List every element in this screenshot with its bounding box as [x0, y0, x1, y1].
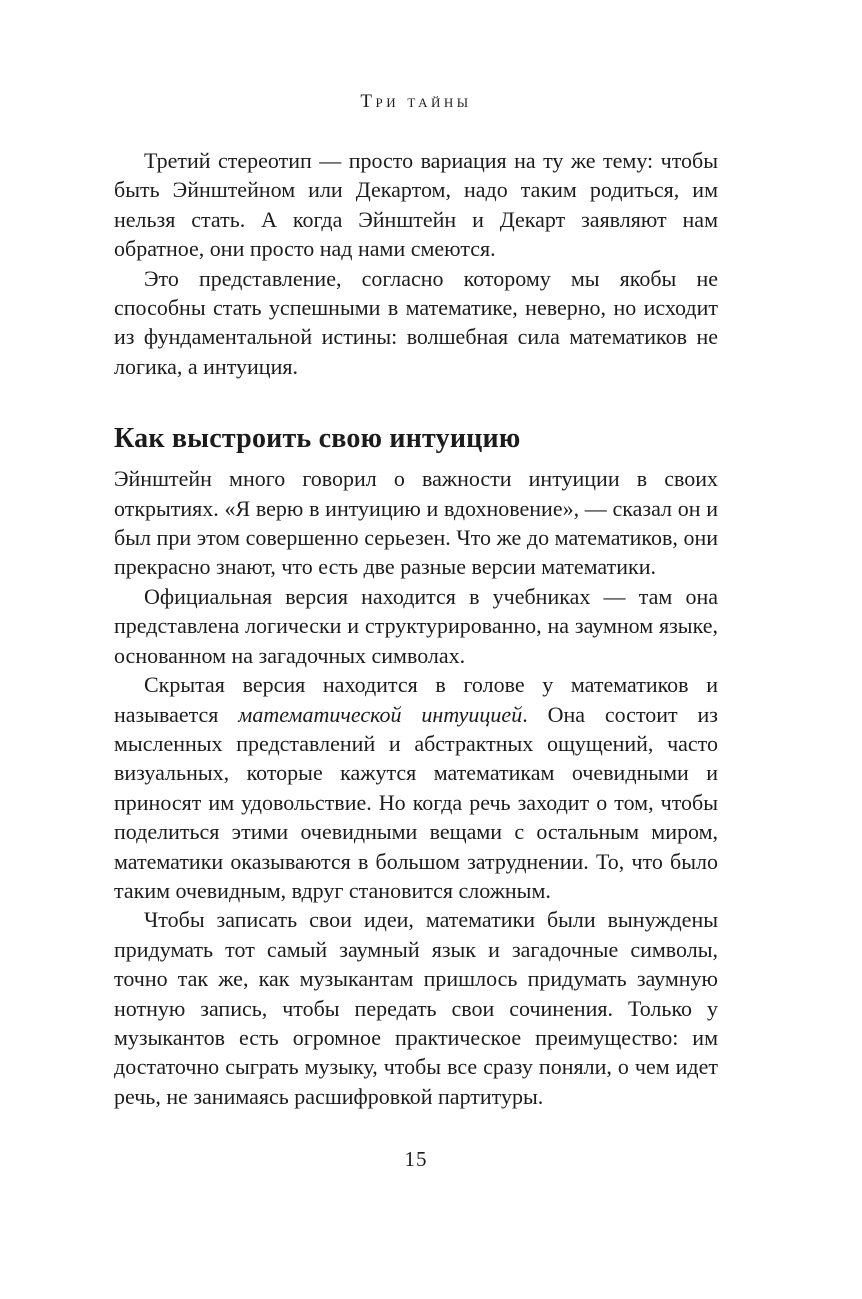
paragraph-official-version: Официальная версия находится в учебниках — там она представлена логически и структурированно, на заумном языке, основанном на загадочных символах.: [114, 583, 718, 668]
paragraph-text-before-italic: Скрытая версия находится в голове у математиков и называется: [114, 672, 718, 727]
page-number: 15: [404, 1147, 428, 1172]
paragraph-hidden-version: [114, 670, 718, 905]
italic-term-mathematical-intuition: математической интуицией: [238, 701, 523, 727]
paragraph-stereotype: Третий стереотип — просто вариация на ту же тему: чтобы быть Эйнштейном или Декартом, надо таким родиться, им нельзя стать. А когда Эйнштейн и Декарт заявляют нам обратное, они просто над нами смеются.: [114, 148, 718, 262]
paragraph-notation: Чтобы записать свои идеи, математики были вынуждены придумать тот самый заумный язык и загадочные символы, точно так же, как музыкантам пришлось придумать заумную нотную запись, чтобы передать свои сочинения. Только у музыкантов есть огромное практическое преимущество: им достаточно сыграть музыку, чтобы все сразу поняли, о чем идет речь, не занимаясь расшифровкой партитуры.: [114, 907, 718, 1109]
section-heading: Как выстроить свою интуицию: [114, 423, 521, 455]
paragraph-representation: Это представление, согласно которому мы якобы не способны стать успешными в математике, неверно, но исходит из фундаментальной истины: волшебная сила математиков не логика, а интуиция.: [114, 265, 718, 379]
paragraph-text-after-italic: . Она состоит из мысленных представлений и абстрактных ощущений, часто визуальных, которые кажутся математикам очевидными и приносят им удовольствие. Но когда речь заходит о том, чтобы поделиться этими очевидными вещами с остальным миром, математики оказываются в большом затруднении. То, что было таким очевидным, вдруг становится сложным.: [114, 701, 718, 903]
paragraph-einstein-intuition: Эйнштейн много говорил о важности интуиции в своих открытиях. «Я верю в интуицию и вдохновение», — сказал он и был при этом совершенно серьезен. Что же до математиков, они прекрасно знают, что есть две разные версии математики.: [114, 466, 718, 580]
running-head: Три тайны: [360, 91, 472, 112]
